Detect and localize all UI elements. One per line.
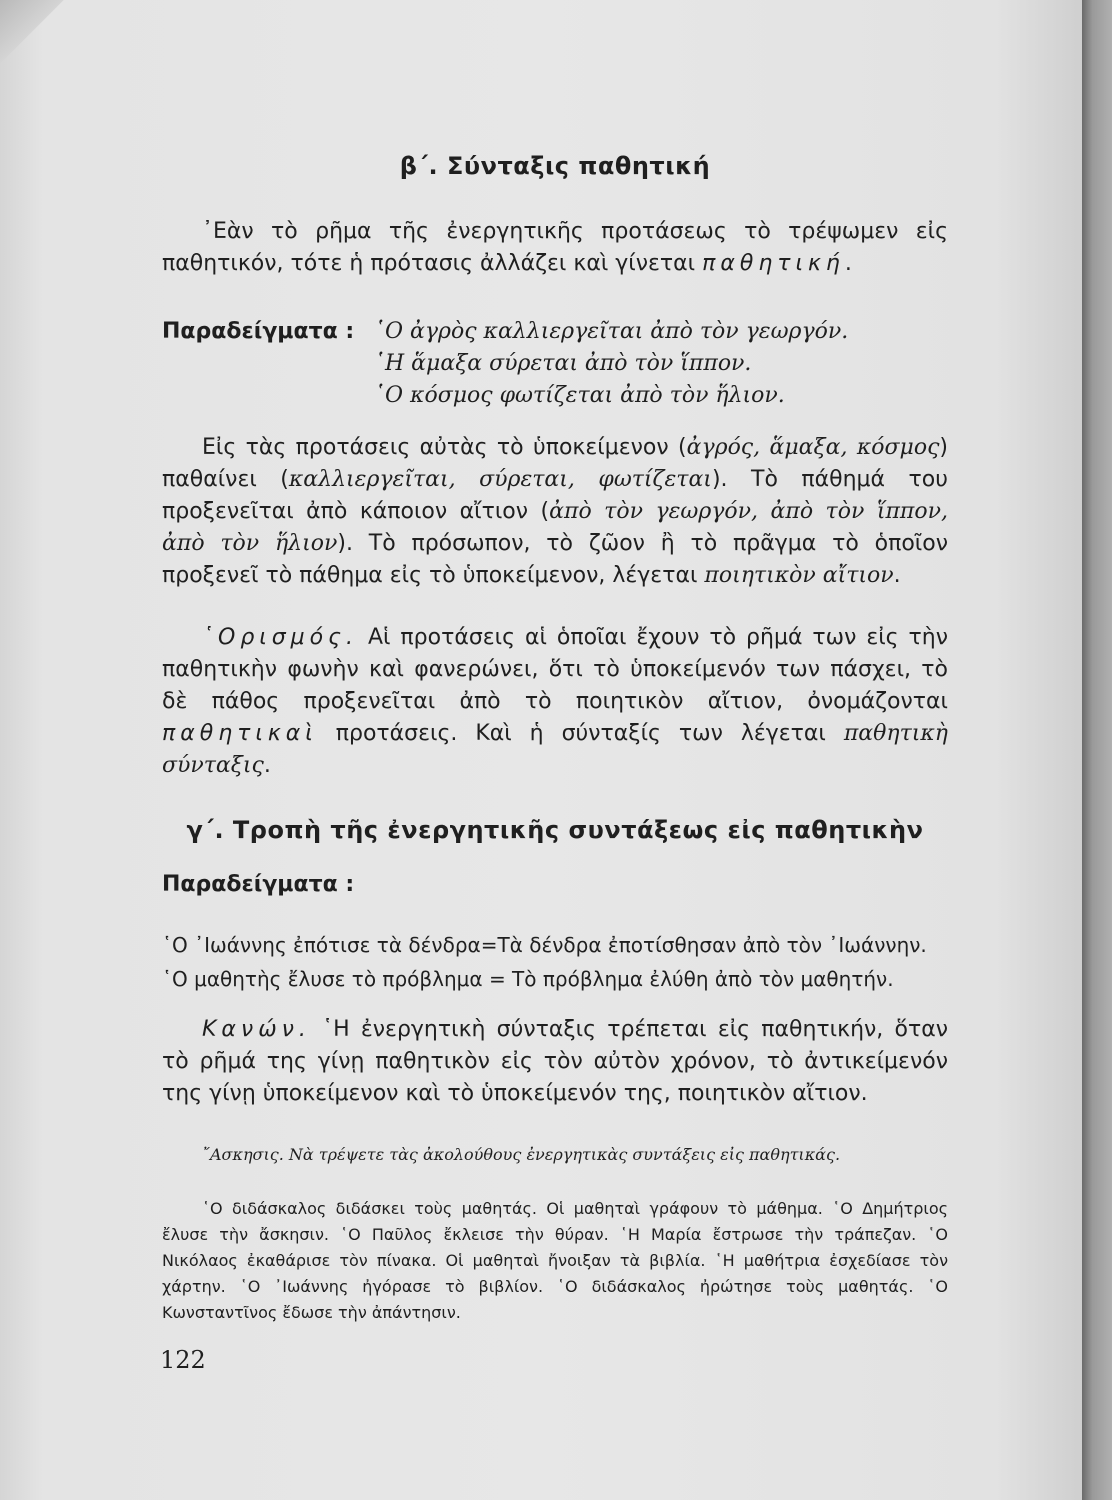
examples-label: Παραδείγματα :: [162, 319, 355, 344]
text-run: ῾Η ἐνεργητικὴ σύνταξις τρέπεται εἰς παθητικήν, ὅταν τὸ ρῆμά της γίνῃ παθητικὸν εἰς τὸν αὐτὸν χρόνον, τὸ ἀντικείμενόν της γίνῃ ὑποκείμενον καὶ τὸ ὑποκείμενόν της, ποιητικὸν αἴτιον.: [162, 1017, 948, 1106]
intro-term: παθητική: [702, 251, 845, 276]
text-run: Αἱ προτάσεις αἱ ὁποῖαι ἔχουν τὸ ρῆμά των εἰς τὴν παθητικὴν φωνὴν καὶ φανερώνει, ὅτι τὸ ὑποκείμενόν των πάσχει, τὸ δὲ πάθος προξενεῖται ἀπὸ τὸ ποιητικὸν αἴτιον, ὀνομάζονται: [162, 625, 948, 714]
exercise-heading: ῎Ασκησις. Νὰ τρέψετε τὰς ἀκολούθους ἐνεργητικὰς συντάξεις εἰς παθητικάς.: [202, 1145, 841, 1164]
exercise-body: ῾Ο διδάσκαλος διδάσκει τοὺς μαθητάς. Οἱ μαθηταὶ γράφουν τὸ μάθημα. ῾Ο Δημήτριος ἔλυσε τὴν ἄσκησιν. ῾Ο Παῦλος ἔκλεισε τὴν θύραν. ῾Η Μαρία ἔστρωσε τὴν τράπεζαν. ῾Ο Νικόλαος ἐκαθάρισε τὸν πίνακα. Οἱ μαθηταὶ ἤνοιξαν τὰ βιβλία. ῾Η μαθήτρια ἐσχεδίασε τὸν χάρτην. ῾Ο ᾿Ιωάννης ἠγόρασε τὸ βιβλίον. ῾Ο διδάσκαλος ἠρώτησε τοὺς μαθητάς. ῾Ο Κωνσταντῖνος ἔδωσε τὴν ἀπάντησιν.: [162, 1199, 948, 1322]
example-sentence: ῾Ο κόσμος φωτίζεται ἀπὸ τὸν ἥλιον.: [374, 383, 785, 408]
rule-term: Κανών.: [202, 1017, 311, 1042]
page-number: 122: [160, 1346, 206, 1374]
example-sentence: ῾Ο ἀγρὸς καλλιεργεῖται ἀπὸ τὸν γεωργόν.: [374, 319, 849, 344]
definition-paragraph: [162, 622, 948, 782]
intro-text: ᾿Εὰν τὸ ρῆμα τῆς ἐνεργητικῆς προτάσεως τὸ τρέψωμεν εἰς παθητικόν, τότε ἡ πρότασις ἀλλάζει καὶ γίνεται: [162, 219, 948, 276]
spaced-term: παθητικαὶ: [162, 721, 318, 746]
section-b-heading: β΄. Σύνταξις παθητική: [399, 152, 711, 180]
italic-run: ἀγρός, ἅμαξα, κόσμος: [686, 435, 940, 460]
text-run: ). Τὸ πρόσωπον, τὸ ζῶον ἢ τὸ πρᾶγμα τὸ ὁποῖον προξενεῖ τὸ πάθημα εἰς τὸ ὑποκείμενον, λέγεται: [162, 531, 948, 588]
intro-end: .: [844, 251, 852, 276]
text-run: Εἰς τὰς προτάσεις αὐτὰς τὸ ὑποκείμενον (: [202, 435, 687, 460]
text-run: .: [893, 563, 901, 588]
italic-run: καλλιεργεῖται, σύρεται, φωτίζεται: [288, 467, 712, 492]
section-b-examples: [162, 316, 848, 412]
page-corner-fold: [0, 0, 70, 70]
text-run: .: [263, 753, 271, 778]
definition-term: ῾Ορισμός.: [202, 625, 359, 650]
example-sentence: ῾Η ἅμαξα σύρεται ἀπὸ τὸν ἵππον.: [374, 351, 752, 376]
italic-run: παθητικὴ σύνταξις: [162, 721, 948, 778]
section-c-heading: γ΄. Τροπὴ τῆς ἐνεργητικῆς συντάξεως εἰς παθητικὴν: [186, 816, 924, 844]
text-run: ) παθαίνει (: [162, 435, 948, 492]
transformation-example: ῾Ο ᾿Ιωάννης ἐπότισε τὰ δένδρα=Τὰ δένδρα ἐποτίσθησαν ἀπὸ τὸν ᾿Ιωάννην.: [162, 933, 927, 957]
italic-run: ποιητικὸν αἴτιον: [704, 563, 894, 588]
transformation-example: ῾Ο μαθητὴς ἔλυσε τὸ πρόβλημα = Τὸ πρόβλημα ἐλύθη ἀπὸ τὸν μαθητήν.: [162, 967, 894, 991]
exercise-title: [162, 1142, 948, 1168]
text-run: προτάσεις. Καὶ ἡ σύνταξίς των λέγεται: [317, 721, 844, 746]
section-b-intro: [162, 216, 948, 280]
explanation-paragraph: [162, 432, 948, 592]
book-spine-edge: [1082, 0, 1112, 1500]
rule-paragraph: [162, 1014, 948, 1110]
text-run: ). Τὸ πάθημά του προξενεῖται ἀπὸ κάποιον αἴτιον (: [162, 467, 948, 524]
examples-label: Παραδείγματα :: [162, 872, 355, 897]
italic-run: ἀπὸ τὸν γεωργόν, ἀπὸ τὸν ἵππον, ἀπὸ τὸν ἥλιον: [162, 499, 948, 556]
